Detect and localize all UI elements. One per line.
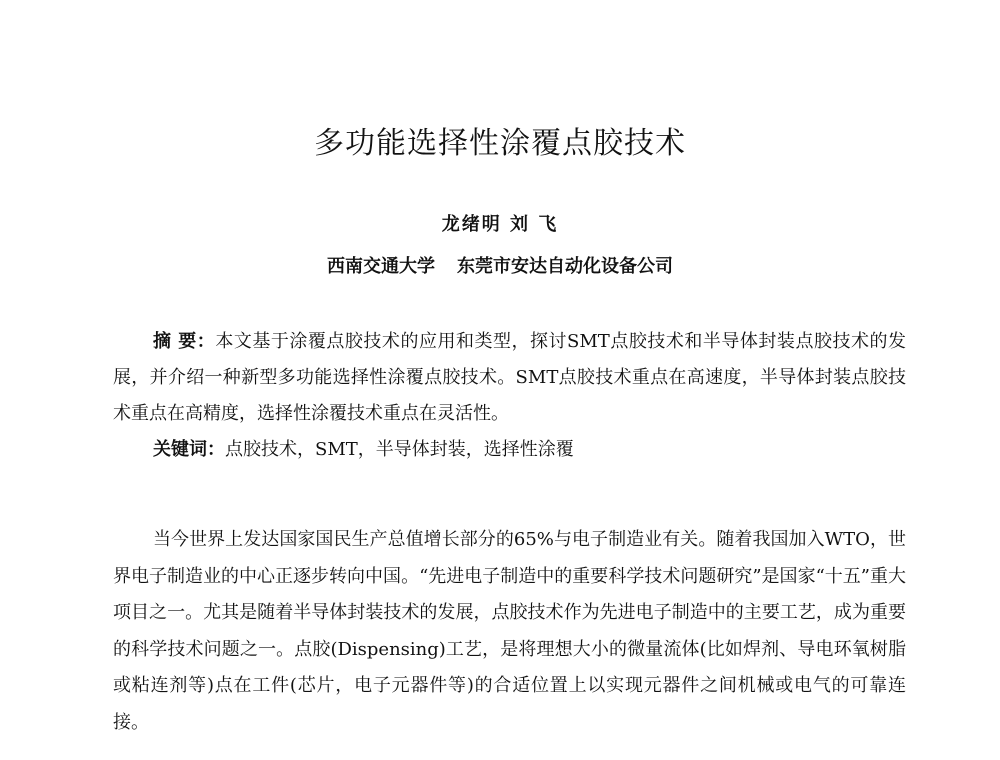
keywords-label: 关键词： xyxy=(153,439,225,460)
paper-title: 多功能选择性涂覆点胶技术 xyxy=(314,126,686,161)
affiliation-2: 东莞市安达自动化设备公司 xyxy=(457,256,673,277)
keywords-text: 点胶技术，SMT，半导体封装，选择性涂覆 xyxy=(225,439,574,460)
body-paragraph: 当今世界上发达国家国民生产总值增长部分的65%与电子制造业有关。随着我国加入WTO，世界电子制造业的中心正逐步转向中国。“先进电子制造中的重要科学技术问题研究”是国家“十五”重大项目之一。尤其是随着半导体封装技术的发展，点胶技术作为先进电子制造中的主要工艺，成为重要的科学技术问题之一。点胶(Dispensing)工艺，是将理想大小的微量流体(比如焊剂、导电环氧树脂或粘连剂等)点在工件(芯片，电子元器件等)的合适位置上以实现元器件之间机械或电气的可靠连接。 xyxy=(113,529,906,733)
affiliation-1: 西南交通大学 xyxy=(327,256,435,277)
paper-authors: 龙绪明 刘 飞 xyxy=(441,214,559,235)
abstract-label: 摘 要： xyxy=(153,331,216,352)
paper-affiliations xyxy=(0,252,1000,278)
abstract-text: 本文基于涂覆点胶技术的应用和类型，探讨SMT点胶技术和半导体封装点胶技术的发展，并介绍一种新型多功能选择性涂覆点胶技术。SMT点胶技术重点在高速度，半导体封装点胶技术重点在高精度，选择性涂覆技术重点在灵活性。 xyxy=(113,331,906,424)
keywords-paragraph xyxy=(153,432,913,468)
abstract-paragraph xyxy=(113,324,906,432)
